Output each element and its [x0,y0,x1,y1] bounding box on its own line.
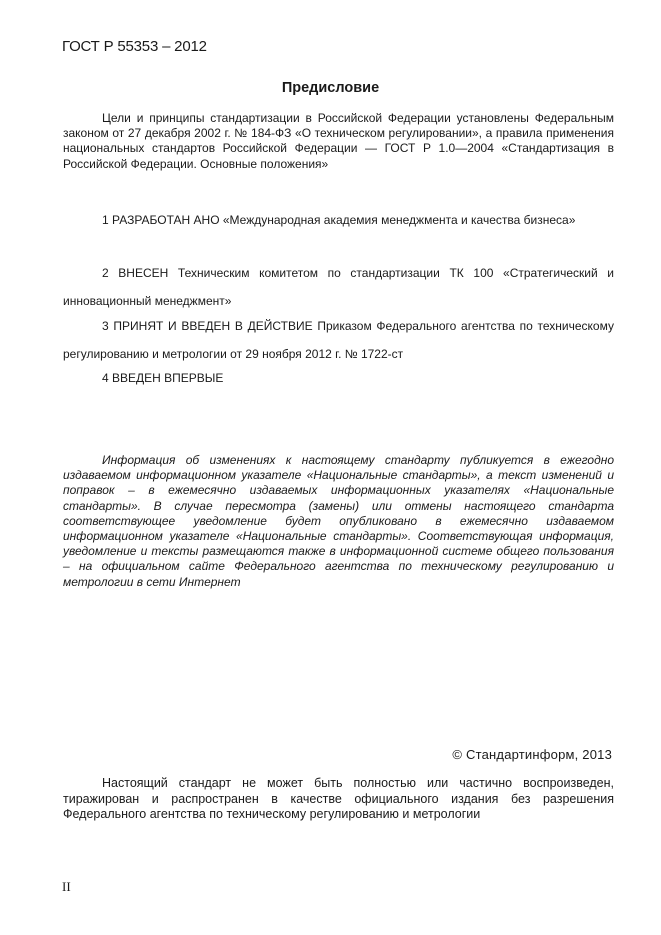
foreword-paragraph: Цели и принципы стандартизации в Российской Федерации установлены Федеральным законом от 27 декабря 2002 г. № 184-ФЗ «О техническом регулировании», а правила применения национальных стандартов Российской Федерации — ГОСТ Р 1.0—2004 «Стандартизация в Российской Федерации. Основные положения» [63,111,614,171]
changes-info-paragraph: Информация об изменениях к настоящему стандарту публикуется в ежегодно издаваемом информационном указателе «Национальные стандарты», а текст изменений и поправок – в ежемесячно издаваемых информационных указателях «Национальные стандарты». В случае пересмотра (замены) или отмены настоящего стандарта соответствующее уведомление будет опубликовано в ежемесячно издаваемом информационном указателе «Национальные стандарты». Соответствующая информация, уведомление и тексты размещаются также в информационной системе общего пользования – на официальном сайте Федерального агентства по техническому регулированию и метрологии в сети Интернет [63,453,614,589]
page-title: Предисловие [281,80,380,96]
item-introduced: 2 ВНЕСЕН Техническим комитетом по стандартизации ТК 100 «Стратегический и инновационный менеджмент» [63,266,614,308]
reproduction-notice: Настоящий стандарт не может быть полностью или частично воспроизведен, тиражирован и распространен в качестве официального издания без разрешения Федерального агентства по техническому регулированию и метрологии [63,776,614,821]
copyright-line: © Стандартинформ, 2013 [452,747,612,762]
item-developed: 1 РАЗРАБОТАН АНО «Международная академия менеджмента и качества бизнеса» [102,213,576,227]
item-adopted: 3 ПРИНЯТ И ВВЕДЕН В ДЕЙСТВИЕ Приказом Федерального агентства по техническому регулированию и метрологии от 29 ноября 2012 г. № 1722-ст [63,319,614,361]
page-number: II [62,879,71,894]
standard-designation: ГОСТ Р 55353 – 2012 [62,38,207,55]
item-first-introduced: 4 ВВЕДЕН ВПЕРВЫЕ [102,371,224,385]
